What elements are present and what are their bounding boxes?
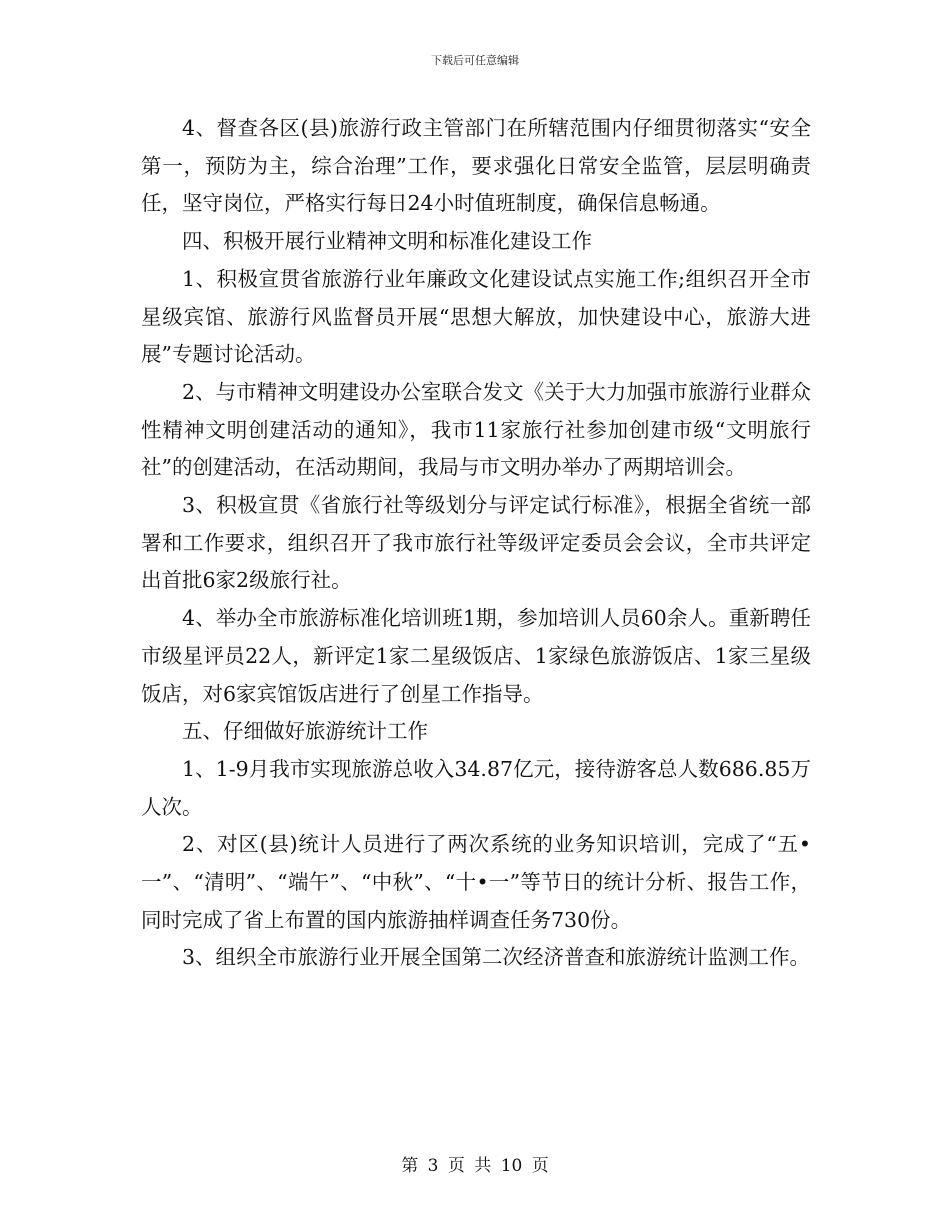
page-header: 下载后可任意编辑	[431, 54, 519, 67]
section-heading: 四、积极开展行业精神文明和标准化建设工作	[182, 229, 592, 254]
paragraph: 2、与市精神文明建设办公室联合发文《关于大力加强市旅游行业群众性精神文明创建活动的通知》，我市11家旅行社参加创建市级“文明旅行社”的创建活动，在活动期间，我局与市文明办举办了两期培训会。	[141, 379, 811, 480]
page-footer: 第 3 页 共 10 页	[401, 1156, 549, 1176]
paragraph: 4、举办全市旅游标准化培训班1期，参加培训人员60余人。重新聘任市级星评员22人，新评定1家二星级饭店、1家绿色旅游饭店、1家三星级饭店，对6家宾馆饭店进行了创星工作指导。	[141, 606, 811, 706]
paragraph: 3、组织全市旅游行业开展全国第二次经济普查和旅游统计监测工作。	[182, 945, 811, 970]
paragraph: 3、积极宣贯《省旅行社等级划分与评定试行标准》，根据全省统一部署和工作要求，组织召开了我市旅行社等级评定委员会会议，全市共评定出首批6家2级旅行社。	[141, 493, 811, 593]
section-heading: 五、仔细做好旅游统计工作	[182, 719, 428, 744]
paragraph: 2、对区(县)统计人员进行了两次系统的业务知识培训，完成了“五•一”、“清明”、“端午”、“中秋”、“十•一”等节日的统计分析、报告工作，同时完成了省上布置的国内旅游抽样调查任务730份。	[141, 832, 811, 932]
paragraph: 1、积极宣贯省旅游行业年廉政文化建设试点实施工作;组织召开全市星级宾馆、旅游行风监督员开展“思想大解放，加快建设中心，旅游大进展”专题讨论活动。	[141, 266, 811, 367]
paragraph: 4、督查各区(县)旅游行政主管部门在所辖范围内仔细贯彻落实“安全第一，预防为主，综合治理”工作，要求强化日常安全监管，层层明确责任，坚守岗位，严格实行每日24小时值班制度，确保信息畅通。	[141, 116, 811, 216]
paragraph: 1、1-9月我市实现旅游总收入34.87亿元，接待游客总人数686.85万人次。	[141, 756, 811, 819]
document-body	[141, 110, 811, 977]
